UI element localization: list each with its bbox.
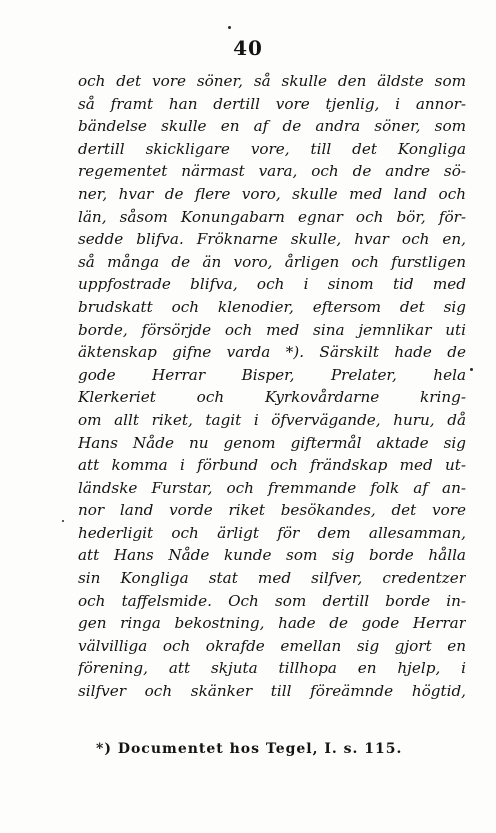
- text-line: silfver och skänker till föreämnde högtid,: [78, 682, 466, 701]
- text-line: om allt riket, tagit i öfvervägande, huru, då: [78, 410, 466, 429]
- page-number: 40: [233, 36, 263, 60]
- text-line: brudskatt och klenodier, eftersom det sig: [78, 297, 466, 316]
- ink-speck: [470, 368, 473, 371]
- text-line: regementet närmast vara, och de andre sö-: [78, 162, 466, 181]
- text-line: och taffelsmide. Och som dertill borde in-: [78, 591, 466, 610]
- text-line: ner, hvar de flere voro, skulle med land och: [78, 184, 466, 203]
- text-line: bändelse skulle en af de andra söner, som: [78, 117, 466, 136]
- text-line: borde, försörjde och med sina jemnlikar uti: [78, 320, 466, 339]
- text-line: äktenskap gifne varda *). Särskilt hade de: [78, 343, 466, 362]
- text-line: gode Herrar Bisper, Prelater, hela: [78, 365, 466, 384]
- text-line: så många de än voro, årligen och furstligen: [78, 252, 466, 271]
- text-line: sin Kongliga stat med silfver, credentzer: [78, 569, 466, 588]
- text-line: så framt han dertill vore tjenlig, i annor-: [78, 94, 466, 113]
- text-line: Hans Nåde nu genom giftermål aktade sig: [78, 433, 466, 452]
- text-line: ländske Furstar, och fremmande folk af an-: [78, 478, 466, 497]
- footnote: *) Documentet hos Tegel, I. s. 115.: [96, 741, 403, 757]
- text-line: Klerkeriet och Kyrkovårdarne kring-: [78, 388, 466, 407]
- text-line: att Hans Nåde kunde som sig borde hålla: [78, 546, 466, 565]
- text-line: sedde blifva. Fröknarne skulle, hvar och en,: [78, 230, 466, 249]
- text-line: förening, att skjuta tillhopa en hjelp, i: [78, 659, 466, 678]
- text-line: nor land vorde riket besökandes, det vore: [78, 501, 466, 520]
- body-text: [78, 70, 466, 703]
- text-line: dertill skickligare vore, till det Kongliga: [78, 139, 466, 158]
- text-line: uppfostrade blifva, och i sinom tid med: [78, 275, 466, 294]
- text-line: att komma i förbund och frändskap med ut-: [78, 456, 466, 475]
- text-line: hederligit och ärligt för dem allesamman,: [78, 523, 466, 542]
- ink-speck: [62, 520, 64, 522]
- ink-speck: [228, 26, 231, 29]
- text-line: välvilliga och okrafde emellan sig gjort en: [78, 636, 466, 655]
- text-line: län, såsom Konungabarn egnar och bör, för-: [78, 207, 466, 226]
- text-line: gen ringa bekostning, hade de gode Herrar: [78, 614, 466, 633]
- text-line: och det vore söner, så skulle den äldste som: [78, 72, 466, 90]
